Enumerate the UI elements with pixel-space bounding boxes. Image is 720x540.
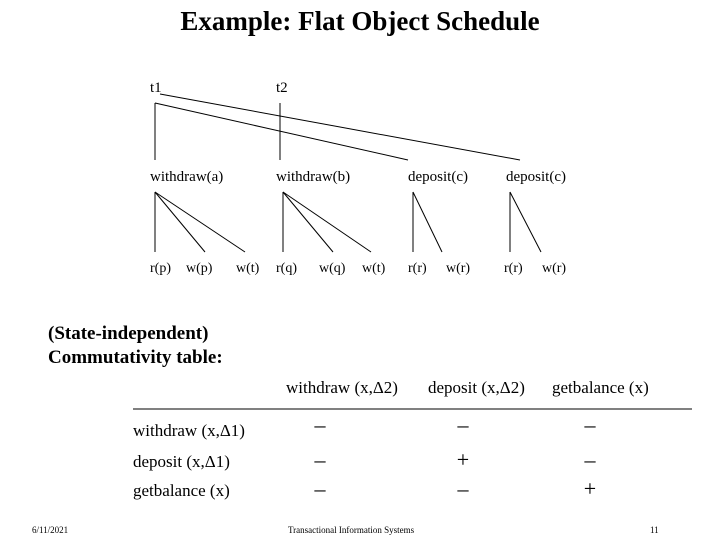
table-cell: – <box>314 476 326 501</box>
op-withdraw-a: withdraw(a) <box>150 169 224 185</box>
table-row-deposit-label: deposit (x,Δ1) <box>133 452 230 471</box>
page-op-wt-2: w(t) <box>362 261 386 276</box>
table-col-withdraw: withdraw (x,Δ2) <box>286 378 398 397</box>
page-op-rp: r(p) <box>150 261 171 276</box>
commutativity-heading-line1: (State-independent) <box>48 323 209 344</box>
table-col-getbalance: getbalance (x) <box>552 378 649 397</box>
edge-dc2-wr <box>510 192 541 252</box>
table-cell: + <box>583 476 597 501</box>
edge-t1-deposit-c1 <box>155 103 408 160</box>
table-cell: – <box>584 412 596 437</box>
page-op-wt-1: w(t) <box>236 261 260 276</box>
edge-wb-wq <box>283 192 333 252</box>
edge-wa-wt <box>155 192 245 252</box>
page-op-wq: w(q) <box>319 261 346 276</box>
table-cell: – <box>584 447 596 472</box>
table-col-deposit: deposit (x,Δ2) <box>428 378 525 397</box>
edge-dc1-wr <box>413 192 442 252</box>
footer-page-number: 11 <box>650 525 659 535</box>
page-op-wp: w(p) <box>186 261 213 276</box>
transaction-t2: t2 <box>276 80 288 96</box>
op-deposit-c-2: deposit(c) <box>506 169 566 185</box>
slide-title: Example: Flat Object Schedule <box>180 6 540 36</box>
page-op-wr-1: w(r) <box>446 261 471 276</box>
footer-title: Transactional Information Systems <box>288 525 415 535</box>
page-op-rr-2: r(r) <box>504 261 523 276</box>
page-op-wr-2: w(r) <box>542 261 567 276</box>
op-deposit-c-1: deposit(c) <box>408 169 468 185</box>
table-cell: + <box>456 447 470 472</box>
table-row-withdraw-label: withdraw (x,Δ1) <box>133 421 245 440</box>
table-cell: – <box>457 476 469 501</box>
commutativity-heading-line2: Commutativity table: <box>48 347 223 368</box>
page-op-rq: r(q) <box>276 261 297 276</box>
page-op-rr-1: r(r) <box>408 261 427 276</box>
edge-t2-deposit-c2 <box>160 94 520 160</box>
edge-wb-wt <box>283 192 371 252</box>
footer-date: 6/11/2021 <box>32 525 69 535</box>
table-cell: – <box>457 412 469 437</box>
table-cell: – <box>314 412 326 437</box>
transaction-t1: t1 <box>150 80 162 96</box>
op-withdraw-b: withdraw(b) <box>276 169 351 185</box>
edge-wa-wp <box>155 192 205 252</box>
table-row-getbalance-label: getbalance (x) <box>133 481 230 500</box>
table-cell: – <box>314 447 326 472</box>
